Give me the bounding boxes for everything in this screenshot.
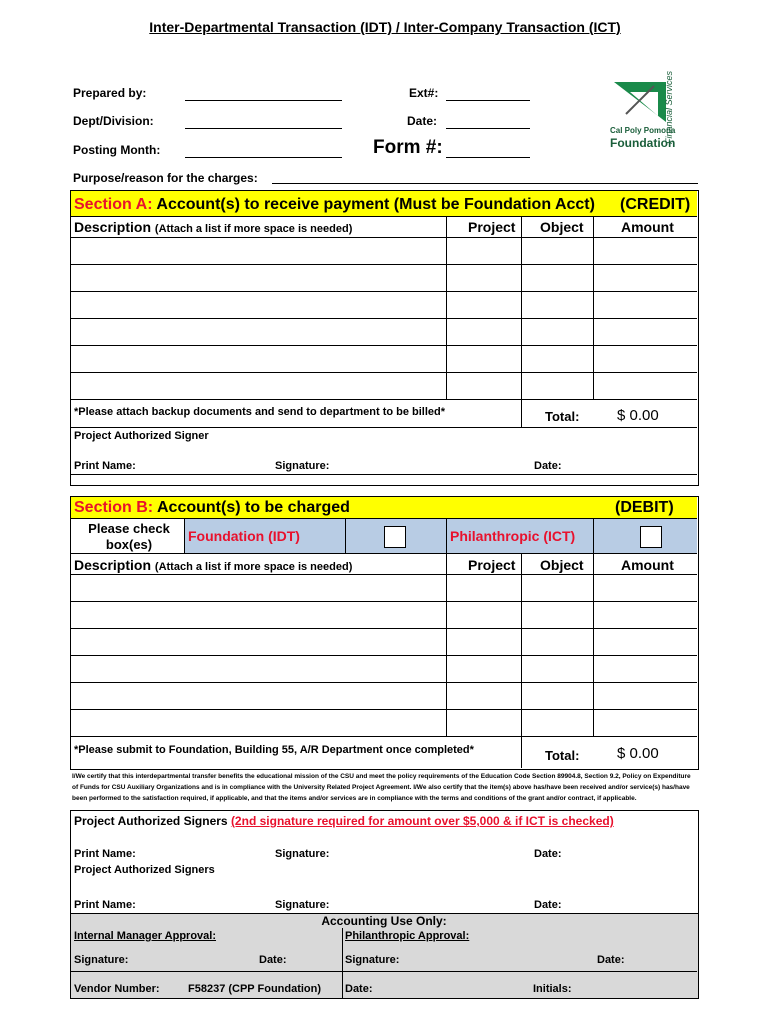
foundation-idt-checkbox[interactable] [384,526,406,548]
philanthropic-ict-checkbox[interactable] [640,526,662,548]
desc-header-text: Description [74,219,152,235]
section-b-note: *Please submit to Foundation, Building 55, A/R Department once completed* [74,744,474,756]
internal-approval-label: Internal Manager Approval: [74,930,217,942]
prepared-by-label: Prepared by: [73,86,147,100]
divider [71,553,697,554]
section-a-total-label: Total: [545,409,580,424]
signature-label: Signature: [275,848,330,860]
section-b-heading [74,499,350,517]
section-b-total-label: Total: [545,748,580,763]
purpose-label: Purpose/reason for the charges: [73,171,258,185]
dept-division-field[interactable] [185,115,342,129]
ext-field[interactable] [446,87,530,101]
print-name-label: Print Name: [74,460,136,472]
section-a-prefix: Section A: [74,196,153,213]
signers-label-row [74,814,614,828]
col-divider [446,217,447,399]
col-divider [593,519,594,553]
print-name-label: Print Name: [74,899,136,911]
logo-line2: Foundation [610,136,676,150]
internal-date-label: Date: [259,954,287,966]
section-a-total-value: $ 0.00 [617,407,659,424]
desc-header-note: (Attach a list if more space is needed) [154,223,353,235]
section-b-grid [71,574,697,736]
divider [71,474,697,475]
signature-label: Signature: [275,460,330,472]
logo-line1: Cal Poly Pomona [610,126,676,135]
section-b-total-value: $ 0.00 [617,745,659,762]
philanthropic-signature-label: Signature: [345,954,400,966]
object-header: Object [540,219,584,235]
vendor-date-label: Date: [345,983,373,995]
dept-division-label: Dept/Division: [73,114,154,128]
section-b-title: Account(s) to be charged [156,499,350,516]
section-a-note: *Please attach backup documents and send to department to be billed* [74,406,446,418]
date-label: Date: [534,460,562,472]
internal-signature-label: Signature: [74,954,129,966]
amount-header: Amount [621,557,674,573]
section-a-signer-label: Project Authorized Signer [74,430,209,442]
date-label: Date: [534,899,562,911]
divider [71,399,697,400]
date-field[interactable] [446,115,530,129]
project-header: Project [468,557,516,573]
table-row[interactable] [71,628,697,655]
col-divider [593,217,594,399]
table-row[interactable] [71,318,697,345]
check-label-1: Please check [88,521,170,536]
table-row[interactable] [71,291,697,318]
table-row[interactable] [71,655,697,682]
col-divider [521,736,522,768]
table-row[interactable] [71,709,697,736]
date-label: Date: [534,848,562,860]
col-divider [521,217,522,399]
certification-text: I/We certify that this interdepartmental transfer benefits the educational mission of the CSU and meet the policy requirements of the Education Code Section 89904.8, Section 9.2, Policy on Expenditure of Funds for CSU Auxiliary Organizations and is in compliance with the University Related Project Agreement. I/We also certify that the item(s) above has/have been received and/or service(s) has/have been performed to the satisfaction required, if applicable, and that the items and/or services are in compliance with the terms and conditions of the grant and/or contract, if applicable. [72,773,691,802]
desc-header-text: Description [74,557,152,573]
accounting-box [70,913,699,999]
signers-label: Project Authorized Signers [74,814,228,828]
form-title: Inter-Departmental Transaction (IDT) / Inter-Company Transaction (ICT) [149,19,621,35]
amount-header: Amount [621,219,674,235]
signers-box [70,810,699,914]
form-number-field[interactable] [446,144,530,158]
prepared-by-field[interactable] [185,87,342,101]
date-label: Date: [407,114,438,128]
col-divider [342,928,343,998]
col-divider [521,553,522,736]
foundation-logo [608,70,688,156]
foundation-idt-label: Foundation (IDT) [188,528,300,544]
object-header: Object [540,557,584,573]
col-divider [593,553,594,736]
vendor-number-label: Vendor Number: [74,983,160,995]
section-b-prefix: Section B: [74,499,154,516]
project-header: Project [468,219,516,235]
posting-month-label: Posting Month: [73,143,161,157]
table-row[interactable] [71,682,697,709]
col-divider [446,519,447,553]
initials-label: Initials: [533,983,572,995]
col-divider [521,399,522,427]
form-number-label: Form #: [373,137,443,158]
section-a-grid [71,237,697,399]
section-b [70,496,699,770]
print-name-label: Print Name: [74,848,136,860]
table-row[interactable] [71,372,697,399]
section-b-debit: (DEBIT) [615,499,674,516]
col-divider [446,553,447,736]
signature-label: Signature: [275,899,330,911]
logo-side-text: Financial Services [664,70,674,144]
section-a-heading [74,196,595,214]
table-row[interactable] [71,264,697,291]
purpose-field[interactable] [272,170,698,184]
accounting-title: Accounting Use Only: [321,914,447,928]
divider [71,971,697,972]
philanthropic-approval-label: Philanthropic Approval: [345,930,470,942]
posting-month-field[interactable] [185,144,342,158]
section-a-title: Account(s) to receive payment (Must be Foundation Acct) [156,196,595,213]
section-b-desc-header [74,557,352,573]
table-row[interactable] [71,574,697,601]
divider [71,736,697,737]
philanthropic-ict-label: Philanthropic (ICT) [450,528,576,544]
vendor-number-value: F58237 (CPP Foundation) [188,983,322,995]
section-a [70,190,699,486]
section-a-credit: (CREDIT) [620,196,691,213]
table-row[interactable] [71,345,697,372]
divider [71,427,697,428]
signers-note: (2nd signature required for amount over $5,000 & if ICT is checked) [230,814,614,828]
signers-label-2: Project Authorized Signers [74,864,215,876]
philanthropic-date-label: Date: [597,954,625,966]
check-label-2: box(es) [105,537,153,552]
desc-header-note: (Attach a list if more space is needed) [154,561,353,573]
col-divider [345,519,346,553]
section-a-desc-header [74,219,352,235]
table-row[interactable] [71,237,697,264]
ext-label: Ext#: [409,86,439,100]
table-row[interactable] [71,601,697,628]
check-instructions [74,521,184,553]
